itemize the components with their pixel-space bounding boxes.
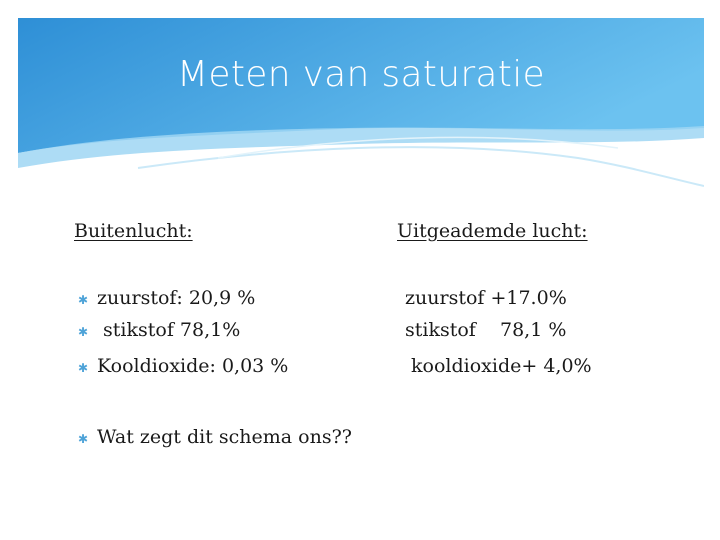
- bullet-icon: ✱: [78, 325, 89, 339]
- left-column-heading: Buitenlucht:: [74, 220, 193, 242]
- bullet-nitrogen-outside: stikstof 78,1%: [97, 319, 241, 341]
- bullet-icon: ✱: [78, 361, 89, 375]
- title-banner: [18, 18, 704, 198]
- bullet-co2-outside: Kooldioxide: 0,03 %: [97, 355, 289, 377]
- bullet-oxygen-outside: zuurstof: 20,9 %: [97, 287, 256, 309]
- value-oxygen-exhaled: zuurstof +17.0%: [405, 287, 567, 309]
- bullet-icon: ✱: [78, 432, 89, 446]
- value-co2-exhaled: kooldioxide+ 4,0%: [405, 355, 592, 377]
- question-text: Wat zegt dit schema ons??: [97, 426, 352, 448]
- right-column-heading: Uitgeademde lucht:: [397, 220, 588, 242]
- value-nitrogen-exhaled: stikstof 78,1 %: [405, 319, 567, 341]
- slide-title: Meten van saturatie: [177, 54, 545, 95]
- banner-background: [18, 18, 704, 198]
- bullet-icon: ✱: [78, 293, 89, 307]
